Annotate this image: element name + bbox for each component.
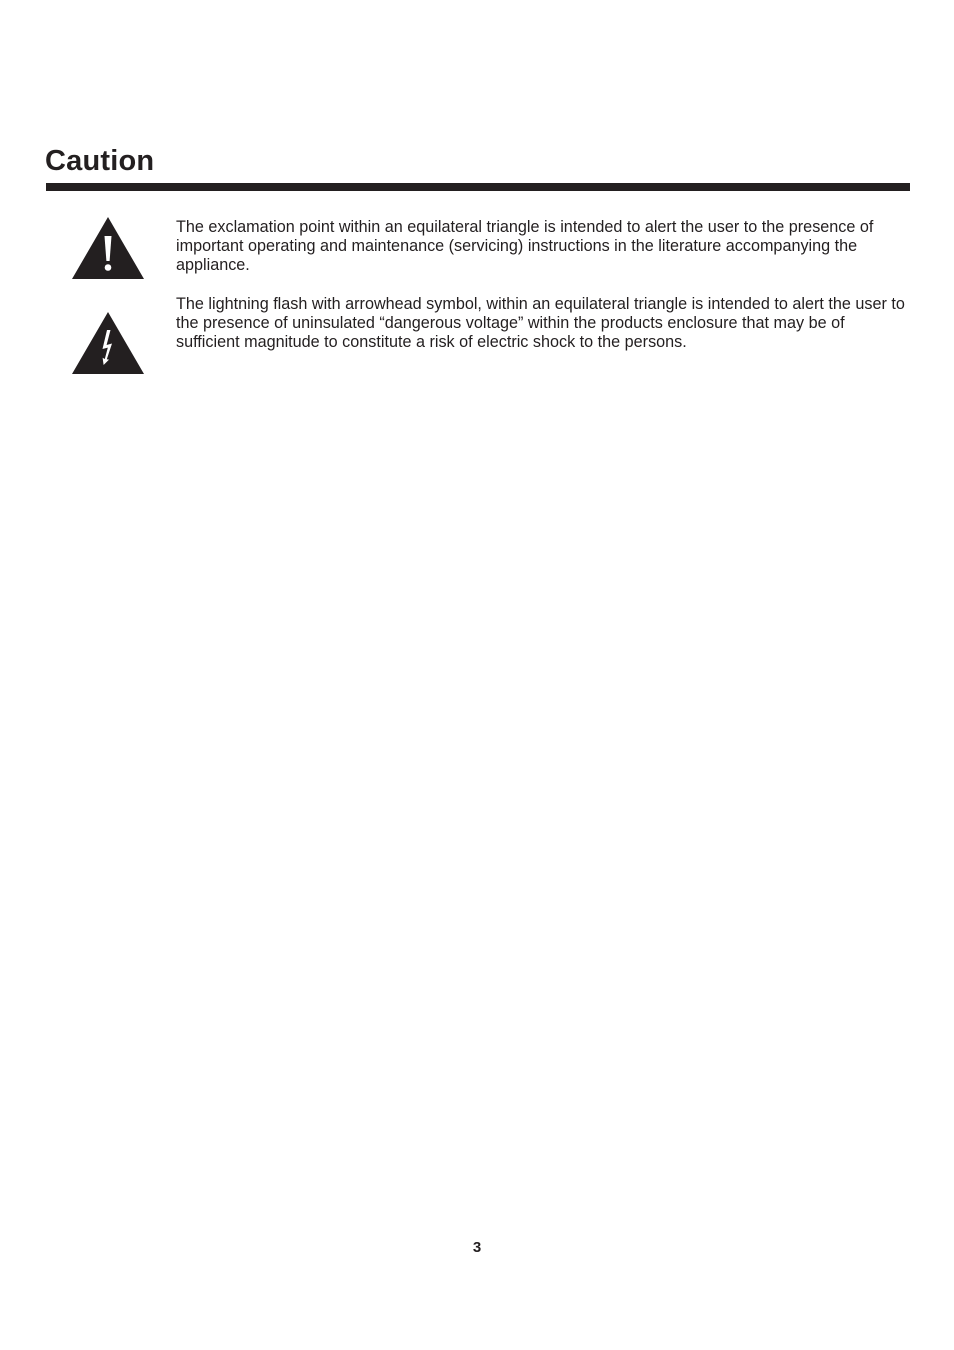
- page-number: 3: [472, 1239, 482, 1256]
- caution-text-lightning: The lightning flash with arrowhead symbol, within an equilateral triangle is intended to alert the user to the presence of uninsulated “dangerous voltage” within the products enclosure that may be of sufficient magnitude to constitute a risk of electric shock to the persons.: [176, 295, 905, 352]
- caution-item-exclamation: [72, 217, 910, 279]
- exclamation-triangle-icon: [72, 217, 144, 279]
- caution-text-exclamation: The exclamation point within an equilateral triangle is intended to alert the user to the presence of important operating and maintenance (servicing) instructions in the literature accompanying the appliance.: [176, 218, 874, 275]
- title-divider: [46, 183, 910, 191]
- lightning-triangle-icon: [72, 312, 144, 374]
- page-title: Caution: [45, 145, 155, 177]
- caution-item-lightning: [72, 294, 910, 374]
